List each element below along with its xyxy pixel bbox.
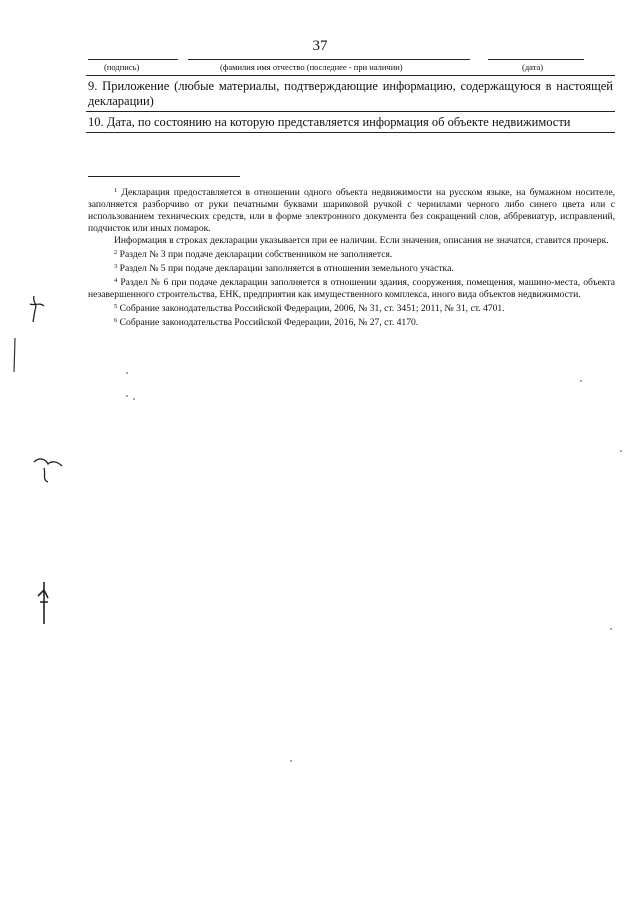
scan-speck	[290, 760, 292, 762]
scan-speck	[133, 398, 135, 400]
name-line	[188, 59, 470, 60]
row-attachment-text: 9. Приложение (любые материалы, подтверждающие информацию, содержащуюся в настоящей декларации)	[86, 76, 615, 112]
declaration-table	[86, 75, 615, 133]
footnote-text: Раздел № 5 при подаче декларации заполняется в отношении земельного участка.	[119, 263, 454, 274]
table-row	[86, 76, 615, 112]
footnote-separator	[88, 176, 240, 177]
footnote-text: Информация в строках декларации указывается при ее наличии. Если значения, описания не значатся, ставится прочерк.	[114, 235, 609, 246]
footnote-mark: 6	[114, 317, 118, 324]
row-date-text: 10. Дата, по состоянию на которую представляется информация об объекте недвижимости	[86, 112, 615, 133]
footnote-5	[88, 301, 615, 315]
signature-row	[88, 57, 614, 77]
footnote-mark: 3	[114, 263, 118, 270]
name-caption: (фамилия имя отчество (последнее - при наличии)	[220, 62, 403, 72]
signature-line	[88, 59, 178, 60]
footnote-mark: 1	[114, 187, 118, 194]
footnote-1	[88, 185, 615, 235]
scan-speck	[580, 380, 582, 382]
footnote-text: Декларация предоставляется в отношении одного объекта недвижимости на русском языке, на бумажном носителе, заполняется разборчиво от руки печатными буквами шариковой ручкой с чернилами черного либо синего цвета или с использованием технических средств, или в форме электронного документа без сокращений слов, аббревиатур, исправлений, подчисток или иных помарок.	[88, 187, 615, 234]
margin-scribble-mark	[20, 292, 50, 326]
table-row	[86, 112, 615, 133]
footnote-3	[88, 261, 615, 275]
signature-caption: (подпись)	[104, 62, 140, 72]
footnote-4	[88, 275, 615, 301]
margin-arrow-mark	[34, 580, 54, 628]
scan-speck	[126, 372, 128, 374]
footnote-text: Раздел № 6 при подаче декларации заполняется в отношении здания, сооружения, помещения, машино-места, объекта незавершенного строительства, ЕНК, предприятия как имущественного комплекса, иного вида объектов недвижимости.	[88, 277, 615, 300]
footnote-text: Раздел № 3 при подаче декларации собственником не заполняется.	[119, 249, 393, 260]
scan-speck	[610, 628, 612, 630]
page-number: 37	[312, 38, 328, 54]
margin-tick-mark	[10, 336, 20, 376]
footnote-mark: 4	[114, 277, 118, 284]
footnote-6	[88, 315, 615, 329]
footnote-mark: 5	[114, 303, 118, 310]
margin-scribble-mark	[32, 452, 66, 486]
footnotes	[88, 185, 615, 329]
footnote-text: Собрание законодательства Российской Федерации, 2006, № 31, ст. 3451; 2011, № 31, ст. 4701.	[119, 303, 505, 314]
scan-speck	[126, 395, 128, 397]
date-line	[488, 59, 584, 60]
date-caption: (дата)	[522, 62, 544, 72]
scan-speck	[620, 450, 622, 452]
footnote-mark: 2	[114, 249, 118, 256]
footnote-1-extra	[88, 235, 615, 247]
footnote-2	[88, 247, 615, 261]
footnote-text: Собрание законодательства Российской Федерации, 2016, № 27, ст. 4170.	[119, 317, 419, 328]
